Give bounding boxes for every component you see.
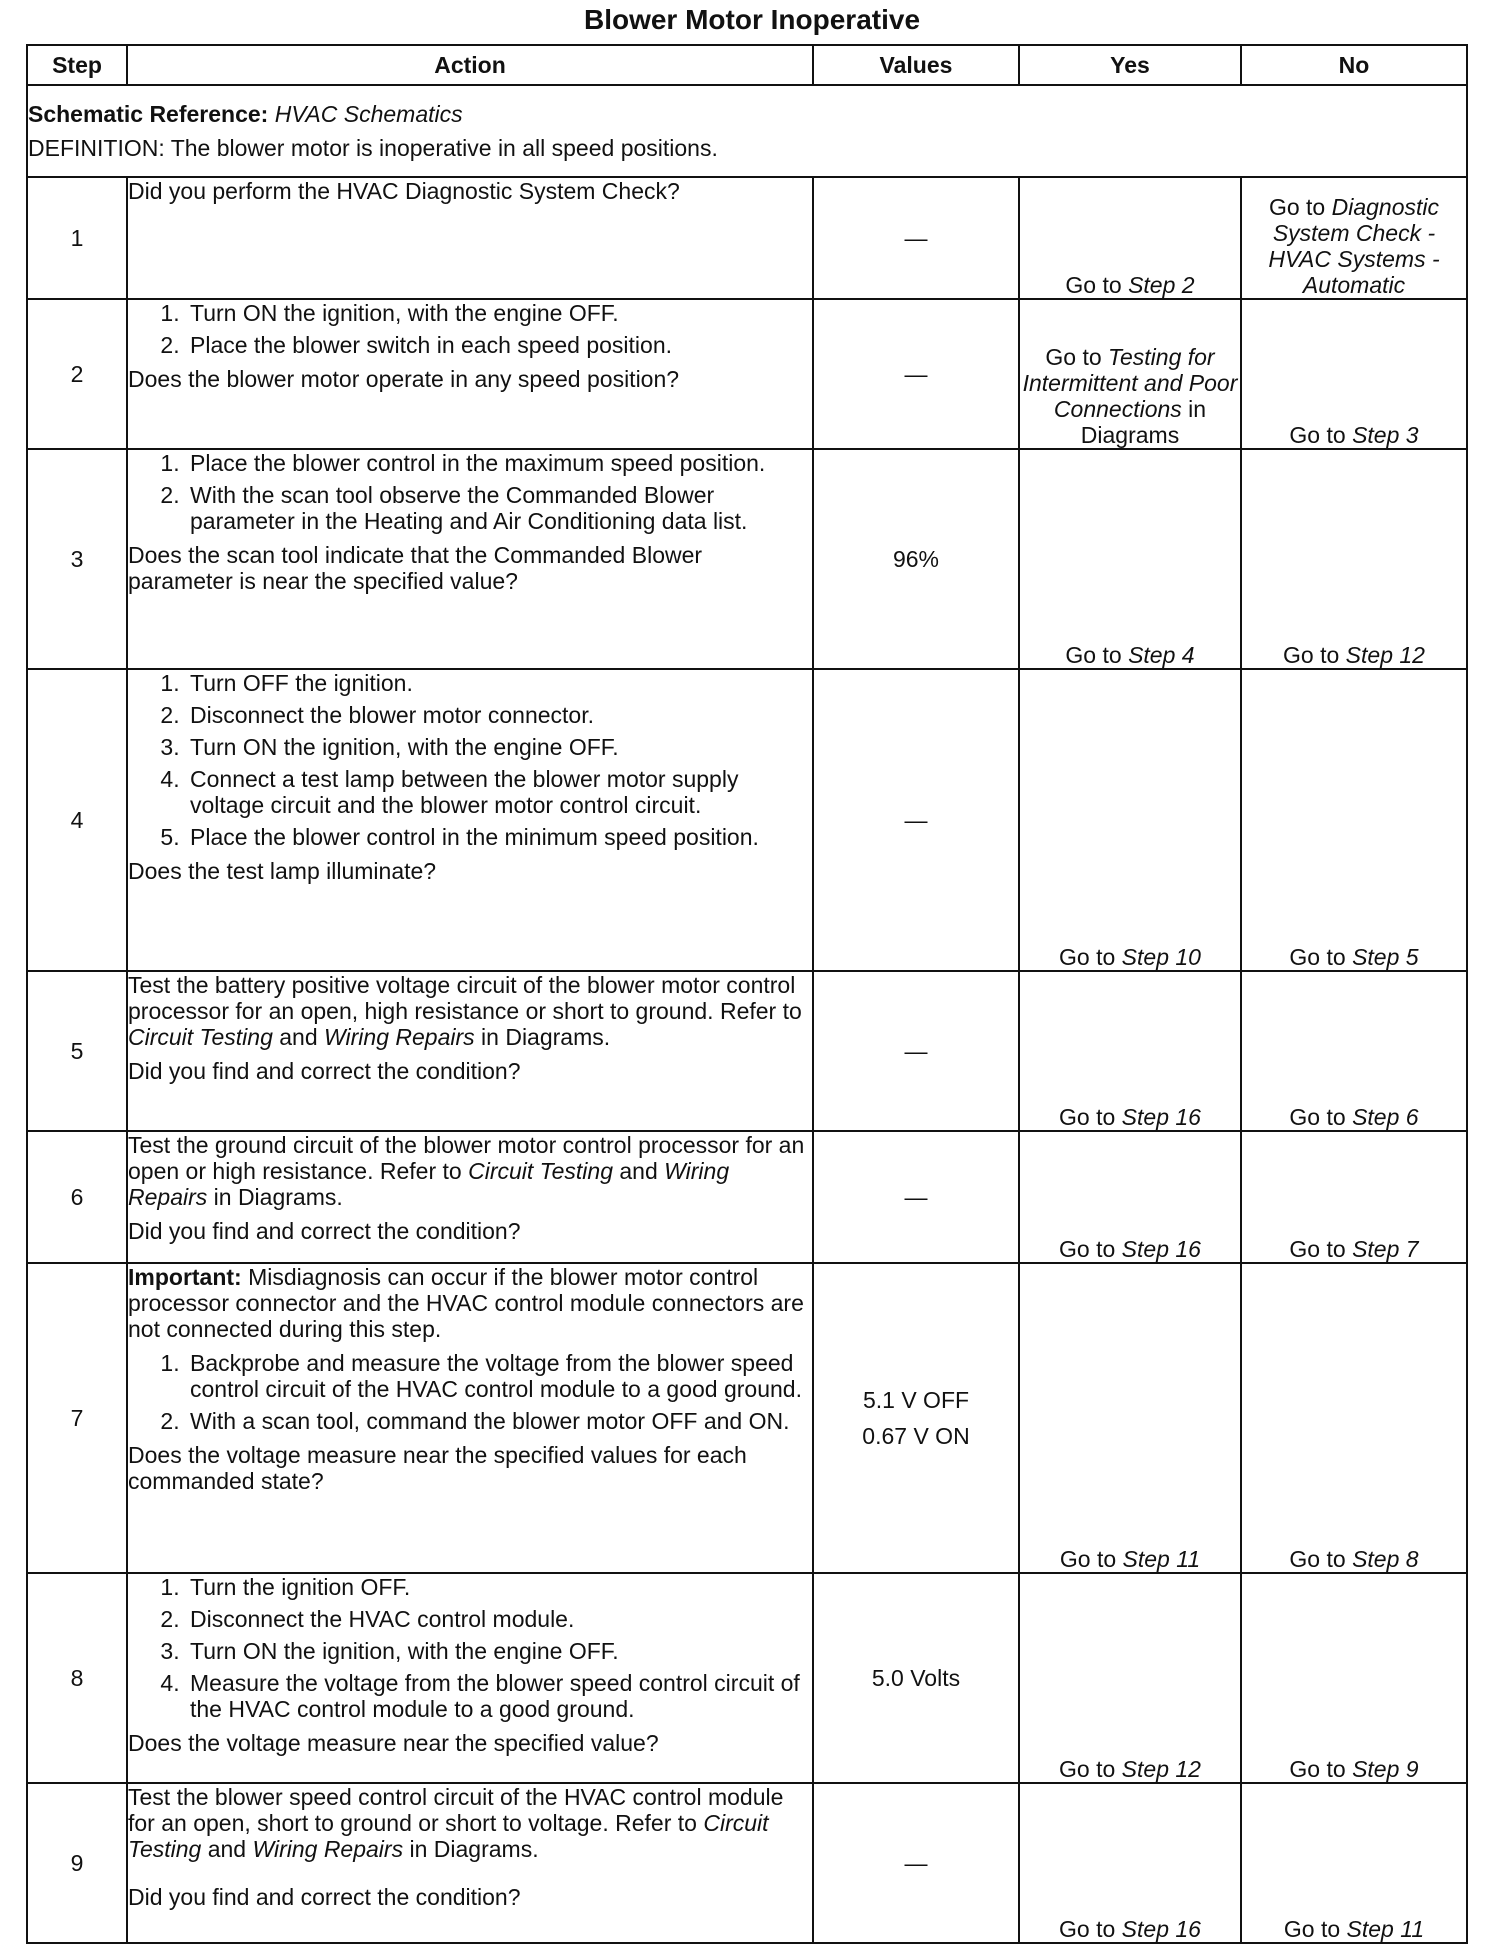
action-cell [127,1131,813,1263]
in-diagrams-text: in Diagrams. [207,1184,343,1210]
goto-label: Go to [1289,1756,1353,1782]
instruction-text [128,1784,812,1862]
table-row [27,1573,1467,1783]
no-link[interactable]: Step 6 [1352,1104,1419,1130]
yes-link[interactable]: Step 16 [1121,1104,1201,1130]
goto-label: Go to [1283,1916,1347,1942]
yes-link[interactable]: Step 11 [1122,1546,1201,1572]
value-cell: — [813,299,1019,449]
action-cell [127,299,813,449]
procedure-list [128,1350,812,1434]
header-yes: Yes [1019,45,1241,85]
no-link[interactable]: Step 5 [1352,944,1419,970]
instruction-body: Test the battery positive voltage circuit of the blower motor control processor for an open, high resistance or short to ground. [128,972,796,1024]
in-diagrams-text: in Diagrams. [474,1024,611,1050]
action-cell [127,1783,813,1943]
step-number: 3 [27,449,127,669]
yes-cell [1019,1131,1241,1263]
circuit-testing-link[interactable]: Circuit Testing [468,1158,613,1184]
goto-label: Go to [1289,1546,1353,1572]
wiring-repairs-link[interactable]: Wiring Repairs [128,1158,730,1210]
yes-link[interactable]: Step 10 [1121,944,1201,970]
value-cell: — [813,1783,1019,1943]
no-link[interactable]: Step 9 [1352,1756,1419,1782]
goto-label: Go to [1065,272,1129,298]
no-cell [1241,1573,1467,1783]
procedure-item: 2. With the scan tool observe the Commanded Blower parameter in the Heating and Air Conditioning data list. [186,482,812,534]
circuit-testing-link[interactable]: Circuit Testing [128,1810,769,1862]
procedure-item: 1. Place the blower control in the maximum speed position. [186,450,812,476]
instruction-body: Test the blower speed control circuit of the HVAC control module for an open, short to ground or short to voltage. [128,1784,784,1836]
question-text: Does the voltage measure near the specified value? [128,1730,659,1756]
header-action: Action [127,45,813,85]
action-cell [127,1263,813,1573]
question-text: Did you perform the HVAC Diagnostic System Check? [128,178,680,204]
no-link[interactable]: Step 11 [1346,1916,1425,1942]
question-text: Does the scan tool indicate that the Commanded Blower parameter is near the specified value? [128,542,703,594]
important-note [128,1264,812,1342]
procedure-item: 4. Measure the voltage from the blower speed control circuit of the HVAC control module to a good ground. [186,1670,812,1722]
and-text: and [272,1024,325,1050]
instruction-text [128,1132,812,1210]
yes-cell [1019,177,1241,299]
question-text: Does the blower motor operate in any speed position? [128,366,680,392]
value-cell: — [813,177,1019,299]
yes-link[interactable]: Testing for Intermittent and Poor Connections [1022,344,1238,422]
procedure-item: 1. Backprobe and measure the voltage from the blower speed control circuit of the HVAC control module to a good ground. [186,1350,812,1402]
yes-link[interactable]: Step 2 [1128,272,1195,298]
yes-cell [1019,1573,1241,1783]
wiring-repairs-link[interactable]: Wiring Repairs [324,1024,475,1050]
goto-label: Go to [1059,1916,1122,1942]
action-cell [127,177,813,299]
goto-label: Go to [1059,944,1122,970]
step-number: 7 [27,1263,127,1573]
header-no: No [1241,45,1467,85]
question-text: Did you find and correct the condition? [128,1218,521,1244]
refer-label: Refer to [379,1158,469,1184]
step-number: 2 [27,299,127,449]
value-cell: 5.0 Volts [813,1573,1019,1783]
goto-label: Go to [1268,194,1332,220]
goto-label: Go to [1059,1546,1123,1572]
table-row [27,177,1467,299]
definition-text: DEFINITION: The blower motor is inoperative in all speed positions. [28,135,718,161]
no-cell [1241,669,1467,971]
procedure-list [128,1574,812,1722]
action-cell [127,1573,813,1783]
no-cell [1241,449,1467,669]
schematic-reference [28,97,1466,131]
table-row [27,1783,1467,1943]
schematic-label: Schematic Reference: [28,101,269,127]
question-text: Does the voltage measure near the specified values for each commanded state? [128,1442,747,1494]
goto-label: Go to [1059,1756,1122,1782]
procedure-item: 1. Turn ON the ignition, with the engine OFF. [186,300,812,326]
step-number: 1 [27,177,127,299]
procedure-list [128,300,812,358]
no-link[interactable]: Step 12 [1345,642,1425,668]
goto-label: Go to [1045,344,1109,370]
procedure-item: 3. Turn ON the ignition, with the engine OFF. [186,734,812,760]
no-link[interactable]: Diagnostic System Check - HVAC Systems - Automatic [1268,194,1440,298]
header-values: Values [813,45,1019,85]
refer-label: Refer to [615,1810,704,1836]
page-title: Blower Motor Inoperative [583,4,921,35]
yes-cell [1019,299,1241,449]
schematic-link[interactable]: HVAC Schematics [274,101,463,127]
table-row [27,669,1467,971]
in-diagrams-text: in Diagrams [1080,396,1207,448]
circuit-testing-link[interactable]: Circuit Testing [128,1024,273,1050]
value-on: 0.67 V ON [862,1423,970,1449]
goto-label: Go to [1059,1104,1122,1130]
instruction-text [128,972,812,1050]
no-cell [1241,177,1467,299]
procedure-list [128,450,812,534]
wiring-repairs-link[interactable]: Wiring Repairs [252,1836,404,1862]
no-cell [1241,1263,1467,1573]
step-number: 8 [27,1573,127,1783]
yes-link[interactable]: Step 4 [1128,642,1195,668]
no-cell [1241,1131,1467,1263]
procedure-item: 3. Turn ON the ignition, with the engine OFF. [186,1638,812,1664]
value-cell: 96% [813,449,1019,669]
info-row [27,85,1467,177]
question-text: Did you find and correct the condition? [128,1058,521,1084]
no-link[interactable]: Step 8 [1352,1546,1419,1572]
important-label: Important: [128,1264,242,1290]
no-link[interactable]: Step 3 [1352,422,1419,448]
diagnostic-table [26,44,1468,1944]
in-diagrams-text: in Diagrams. [403,1836,539,1862]
table-row [27,1131,1467,1263]
value-cell: — [813,669,1019,971]
yes-cell [1019,669,1241,971]
yes-link[interactable]: Step 12 [1121,1756,1201,1782]
procedure-item: 5. Place the blower control in the minimum speed position. [186,824,812,850]
goto-label: Go to [1289,1104,1353,1130]
header-step: Step [27,45,127,85]
procedure-list [128,670,812,850]
goto-label: Go to [1065,642,1129,668]
procedure-item: 2. Disconnect the blower motor connector. [186,702,812,728]
value-cell [813,1263,1019,1573]
refer-label: Refer to [719,998,802,1024]
no-cell [1241,299,1467,449]
info-cell [27,85,1467,177]
yes-cell [1019,449,1241,669]
question-text: Did you find and correct the condition? [128,1884,521,1910]
action-cell [127,449,813,669]
procedure-item: 1. Turn the ignition OFF. [186,1574,812,1600]
step-number: 9 [27,1783,127,1943]
goto-label: Go to [1289,1236,1353,1262]
instruction-body: Test the ground circuit of the blower motor control processor for an open or high resistance. [128,1132,805,1184]
table-row [27,971,1467,1131]
and-text: and [612,1158,665,1184]
procedure-item: 4. Connect a test lamp between the blower motor supply voltage circuit and the blower motor control circuit. [186,766,812,818]
table-row [27,299,1467,449]
procedure-item: 2. With a scan tool, command the blower motor OFF and ON. [186,1408,812,1434]
goto-label: Go to [1289,944,1353,970]
yes-cell [1019,1263,1241,1573]
table-row [27,1263,1467,1573]
value-cell: — [813,1131,1019,1263]
yes-link[interactable]: Step 16 [1121,1236,1201,1262]
procedure-item: 1. Turn OFF the ignition. [186,670,812,696]
yes-cell [1019,1783,1241,1943]
table-row [27,449,1467,669]
no-cell [1241,971,1467,1131]
goto-label: Go to [1283,642,1346,668]
goto-label: Go to [1059,1236,1122,1262]
goto-label: Go to [1289,422,1353,448]
important-text: Misdiagnosis can occur if the blower motor control processor connector and the HVAC control module connectors are not connected during this step. [128,1264,804,1342]
step-number: 5 [27,971,127,1131]
value-off: 5.1 V OFF [862,1387,970,1413]
header-row [27,45,1467,85]
no-cell [1241,1783,1467,1943]
and-text: and [201,1836,253,1862]
no-link[interactable]: Step 7 [1352,1236,1419,1262]
action-cell [127,669,813,971]
value-cell: — [813,971,1019,1131]
question-text: Does the test lamp illuminate? [128,858,437,884]
action-cell [127,971,813,1131]
yes-cell [1019,971,1241,1131]
procedure-item: 2. Disconnect the HVAC control module. [186,1606,812,1632]
yes-link[interactable]: Step 16 [1121,1916,1201,1942]
step-number: 4 [27,669,127,971]
procedure-item: 2. Place the blower switch in each speed position. [186,332,812,358]
step-number: 6 [27,1131,127,1263]
